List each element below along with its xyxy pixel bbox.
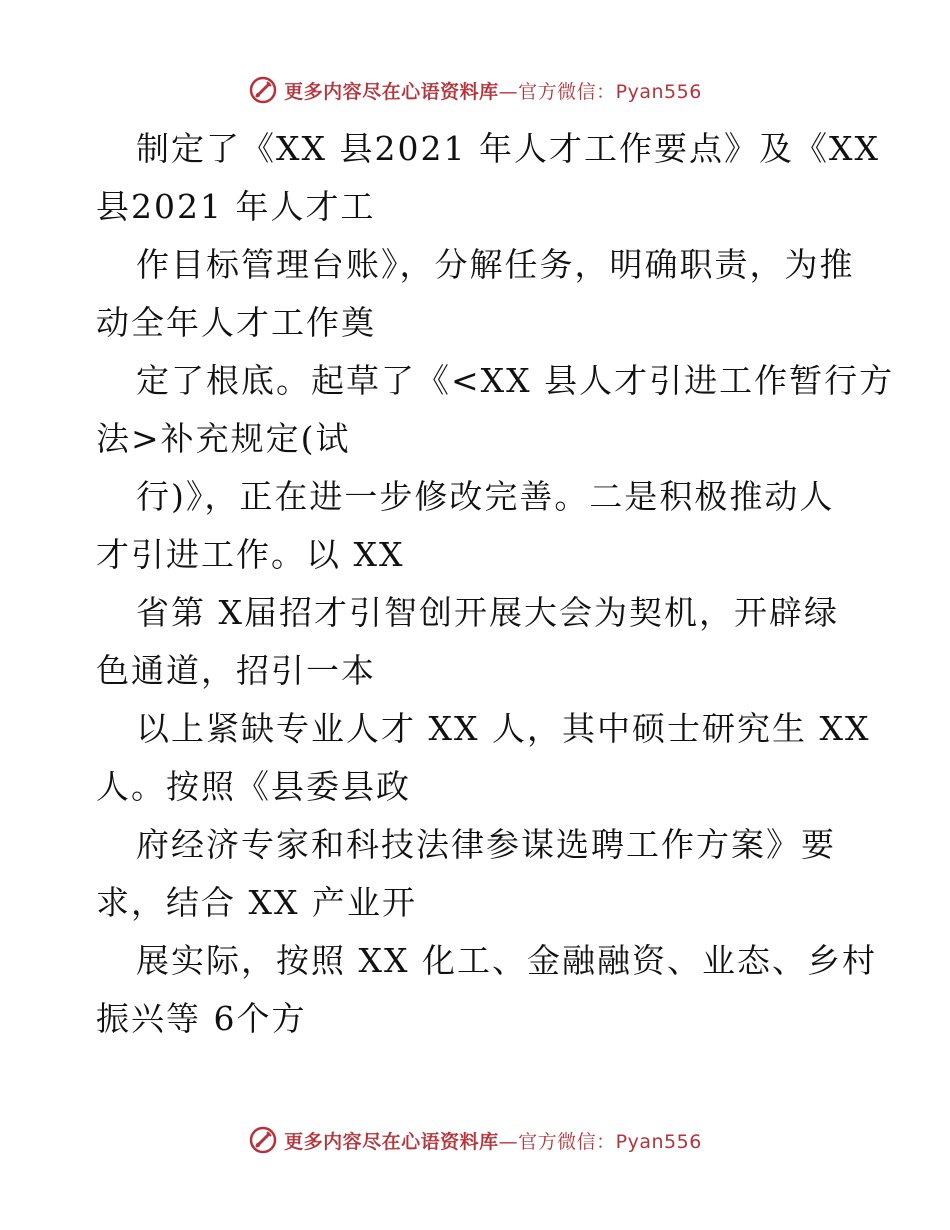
footer-banner-text — [284, 1127, 702, 1154]
body-line: 行)》，正在进一步修改完善。二是积极推动人 — [136, 477, 835, 516]
body-line: 县2021 年人才工 — [96, 187, 376, 226]
body-line: 作目标管理台账》，分解任务，明确职责，为推 — [136, 245, 855, 284]
body-line: 以上紧缺专业人才 XX 人，其中硕士研究生 XX — [136, 709, 871, 748]
body-line: 人。按照《县委县政 — [96, 767, 411, 806]
body-line: 求，结合 XX 产业开 — [96, 883, 417, 922]
body-line: 才引进工作。以 XX — [96, 535, 405, 574]
body-line: 府经济专家和科技法律参谋选聘工作方案》要 — [136, 825, 836, 864]
body-line: 省第 X届招才引智创开展大会为契机，开辟绿 — [136, 593, 839, 632]
body-line: 振兴等 6个方 — [96, 999, 307, 1038]
body-line: 法>补充规定(试 — [96, 419, 351, 458]
header-banner-separator: — — [498, 80, 519, 103]
header-banner-text — [284, 77, 702, 104]
body-line: 定了根底。起草了《<XX 县人才引进工作暂行方 — [136, 361, 895, 400]
header-banner-wechat: 官方微信：Pyan556 — [518, 80, 702, 103]
header-banner-title: 更多内容尽在心语资料库 — [284, 80, 499, 103]
header-banner — [0, 70, 950, 110]
footer-banner-title: 更多内容尽在心语资料库 — [284, 1130, 499, 1153]
footer-banner — [0, 1120, 950, 1160]
pen-circle-logo-icon — [248, 75, 278, 105]
footer-banner-wechat: 官方微信：Pyan556 — [518, 1130, 702, 1153]
pen-circle-logo-icon — [248, 1125, 278, 1155]
body-line: 动全年人才工作奠 — [96, 303, 376, 342]
body-line: 展实际，按照 XX 化工、金融融资、业态、乡村 — [136, 941, 877, 980]
document-body — [96, 120, 895, 1048]
body-line: 制定了《XX 县2021 年人才工作要点》及《XX — [136, 129, 880, 168]
body-line: 色通道，招引一本 — [96, 651, 376, 690]
footer-banner-separator: — — [498, 1130, 519, 1153]
